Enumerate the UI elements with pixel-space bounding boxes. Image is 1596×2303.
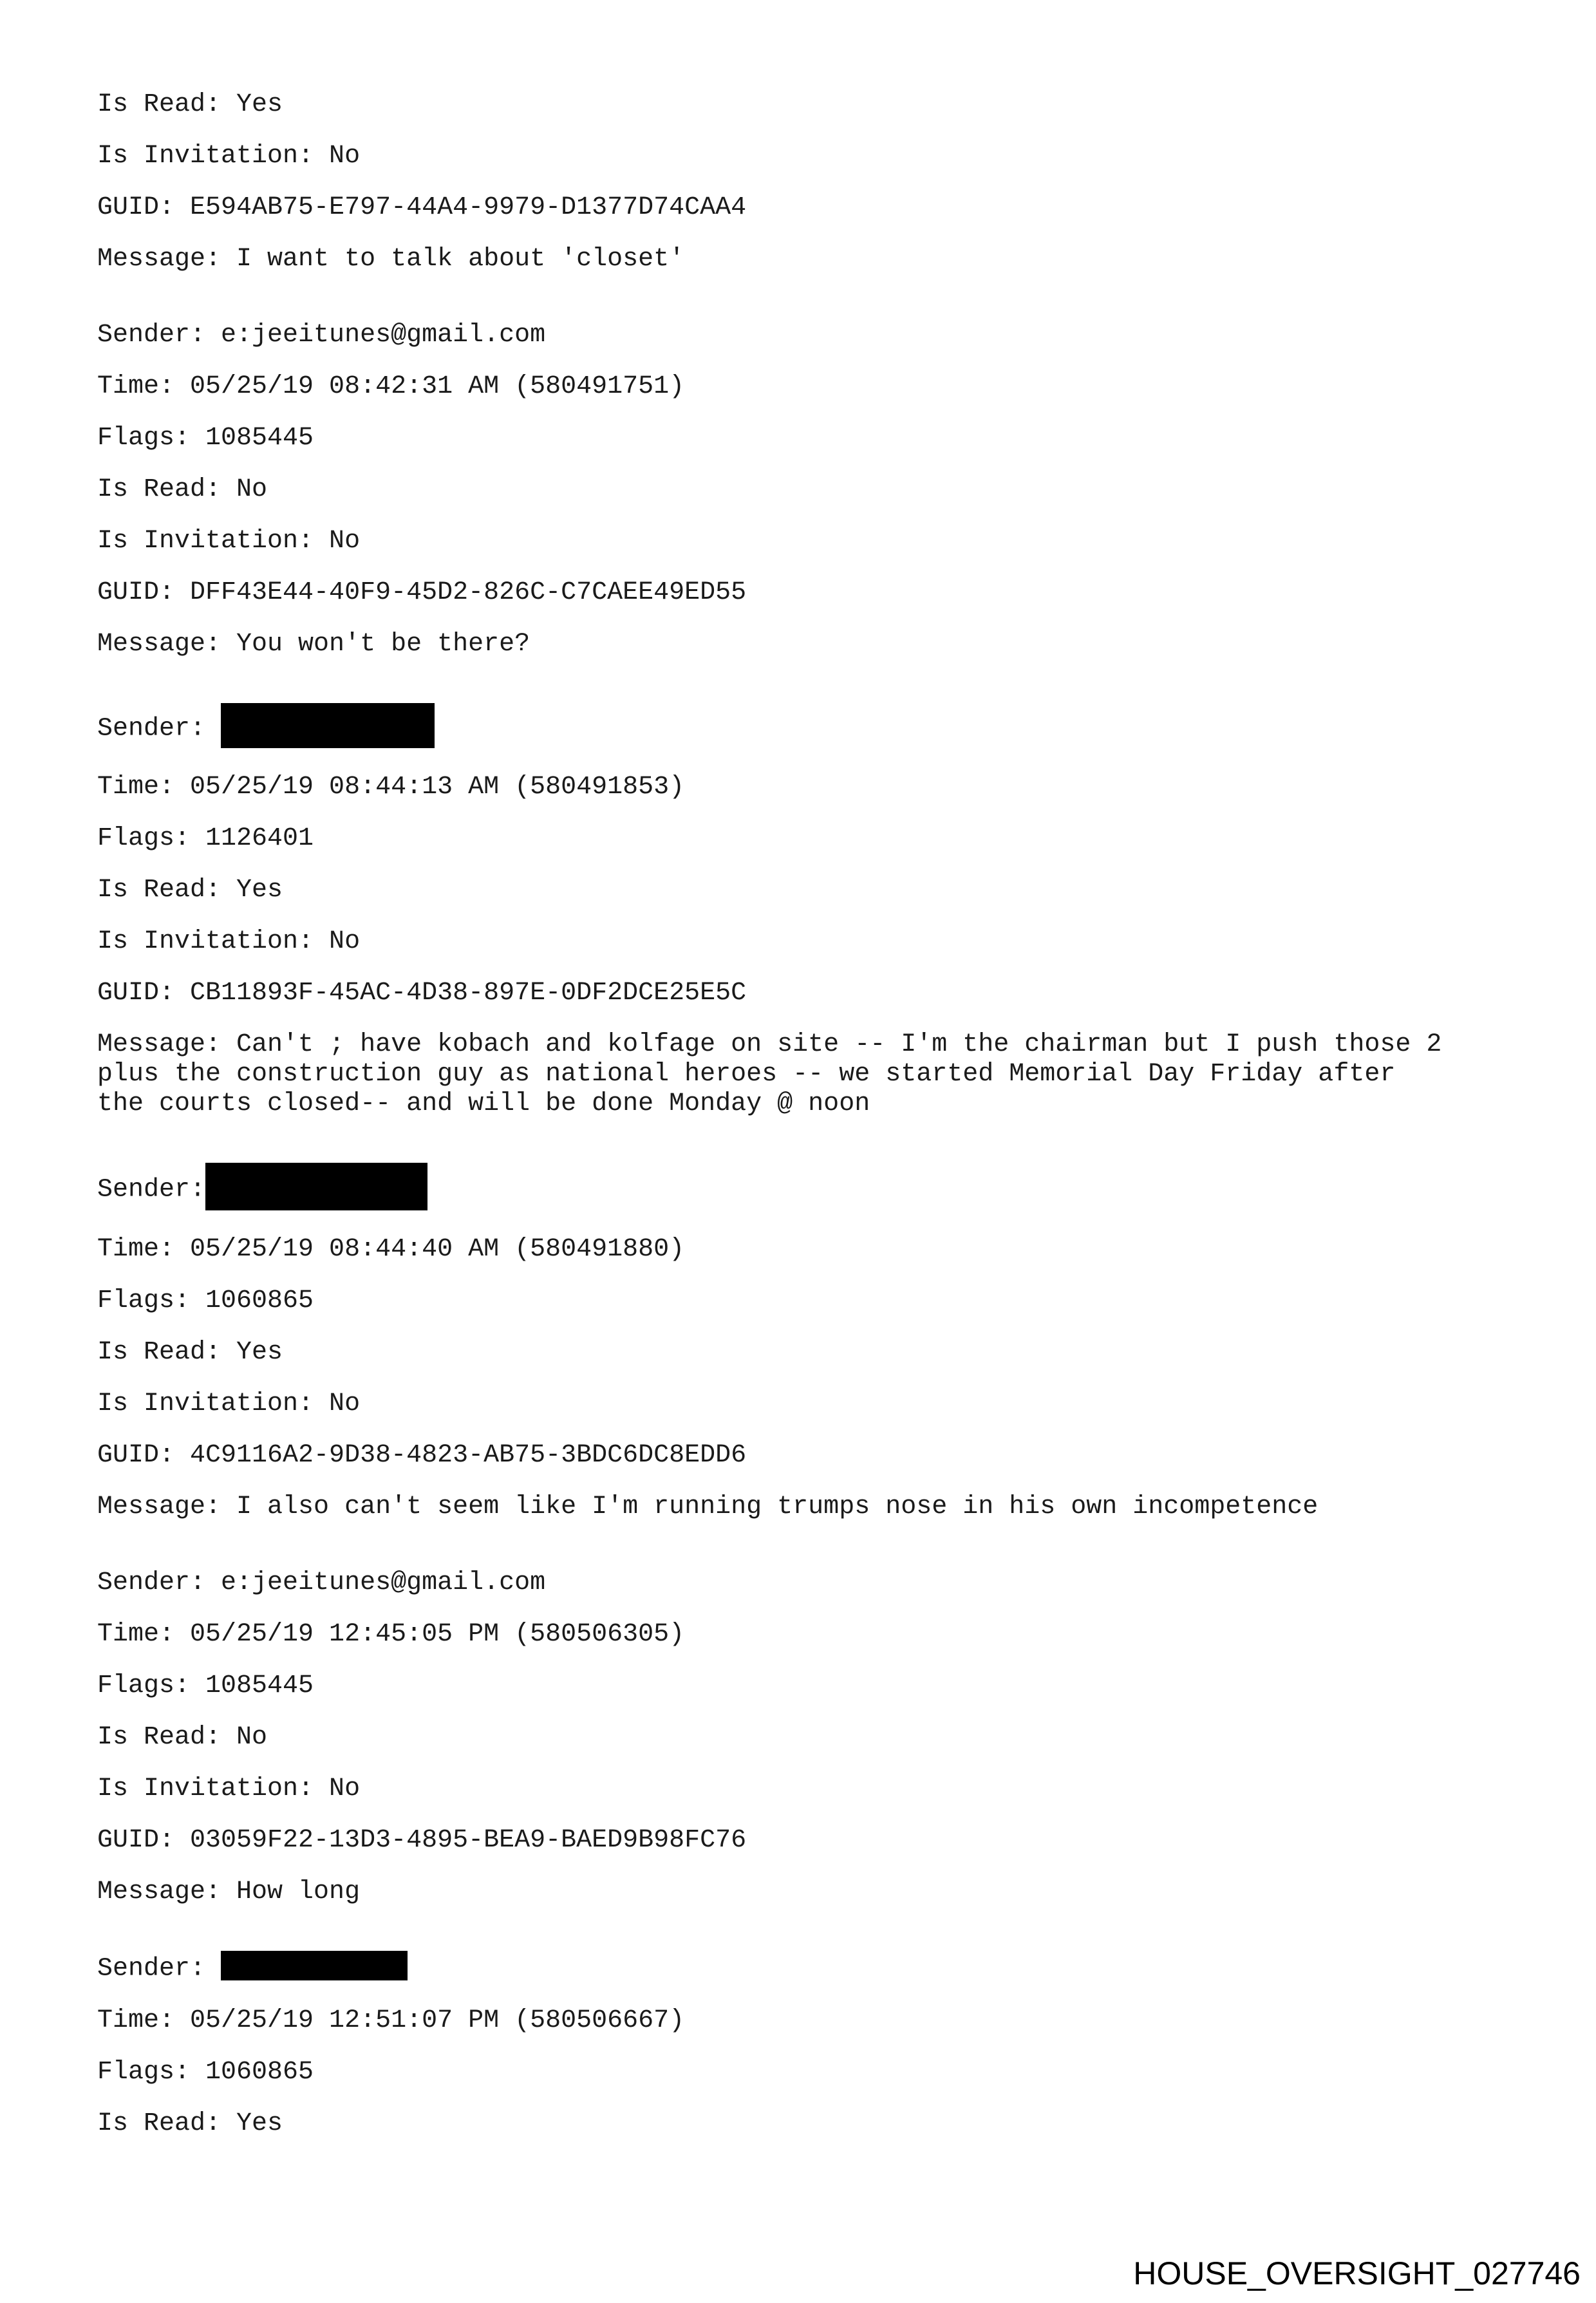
guid-line: GUID: CB11893F-45AC-4D38-897E-0DF2DCE25E5C [97,979,747,1008]
is-invitation-line: Is Invitation: No [97,1774,361,1803]
flags-line: Flags: 1126401 [97,824,314,853]
sender-label: Sender: [97,1175,206,1205]
time-line: Time: 05/25/19 12:51:07 PM (580506667) [97,2006,685,2035]
sender-line: Sender: e:jeeitunes@gmail.com [97,321,546,350]
sender-label: Sender: [97,714,221,744]
guid-line: GUID: 03059F22-13D3-4895-BEA9-BAED9B98FC76 [97,1826,747,1855]
sender-line [97,1953,1533,1984]
redaction-box [221,703,435,748]
guid-line: GUID: 4C9116A2-9D38-4823-AB75-3BDC6DC8EDD6 [97,1441,747,1470]
bates-number: HOUSE_OVERSIGHT_027746 [1133,2255,1581,2291]
message-record [97,321,1533,659]
is-read-line: Is Read: Yes [97,1338,283,1367]
message-record [97,1953,1533,2139]
time-line: Time: 05/25/19 08:44:13 AM (580491853) [97,773,685,802]
message-record [97,1568,1533,1907]
is-read-line: Is Read: No [97,1723,268,1752]
sender-line [97,1165,1533,1213]
message-record-continued [97,90,1533,274]
document-page [97,90,1533,2139]
message-record [97,706,1533,1119]
message-line: Message: How long [97,1877,361,1906]
time-line: Time: 05/25/19 12:45:05 PM (580506305) [97,1620,685,1649]
guid-line: GUID: DFF43E44-40F9-45D2-826C-C7CAEE49ED55 [97,578,747,607]
guid-line: GUID: E594AB75-E797-44A4-9979-D1377D74CAA4 [97,193,747,222]
message-line: Message: I want to talk about 'closet' [97,245,685,274]
is-invitation-line: Is Invitation: No [97,927,361,956]
message-line: Message: You won't be there? [97,630,530,659]
flags-line: Flags: 1085445 [97,1671,314,1700]
time-line: Time: 05/25/19 08:44:40 AM (580491880) [97,1235,685,1264]
is-read-line: Is Read: No [97,475,268,504]
sender-line [97,706,1533,751]
is-invitation-line: Is Invitation: No [97,142,361,171]
is-read-line: Is Read: Yes [97,2109,283,2138]
flags-line: Flags: 1085445 [97,424,314,453]
is-invitation-line: Is Invitation: No [97,527,361,556]
is-invitation-line: Is Invitation: No [97,1389,361,1418]
message-line: Message: I also can't seem like I'm running trumps nose in his own incompetence [97,1492,1319,1521]
time-line: Time: 05/25/19 08:42:31 AM (580491751) [97,372,685,401]
is-read-line: Is Read: Yes [97,876,283,905]
message-line: Message: Can't ; have kobach and kolfage on site -- I'm the chairman but I push those 2 plus the construction guy as national heroes -- we started Memorial Day Friday after the courts closed-- and will be done Monday @ noon [97,1030,1442,1118]
is-read-line: Is Read: Yes [97,90,283,119]
sender-label: Sender: [97,1954,221,1984]
flags-line: Flags: 1060865 [97,1286,314,1315]
flags-line: Flags: 1060865 [97,2057,314,2087]
sender-line: Sender: e:jeeitunes@gmail.com [97,1568,546,1597]
redaction-box [221,1951,408,1980]
message-record [97,1165,1533,1522]
redaction-box [205,1163,427,1210]
